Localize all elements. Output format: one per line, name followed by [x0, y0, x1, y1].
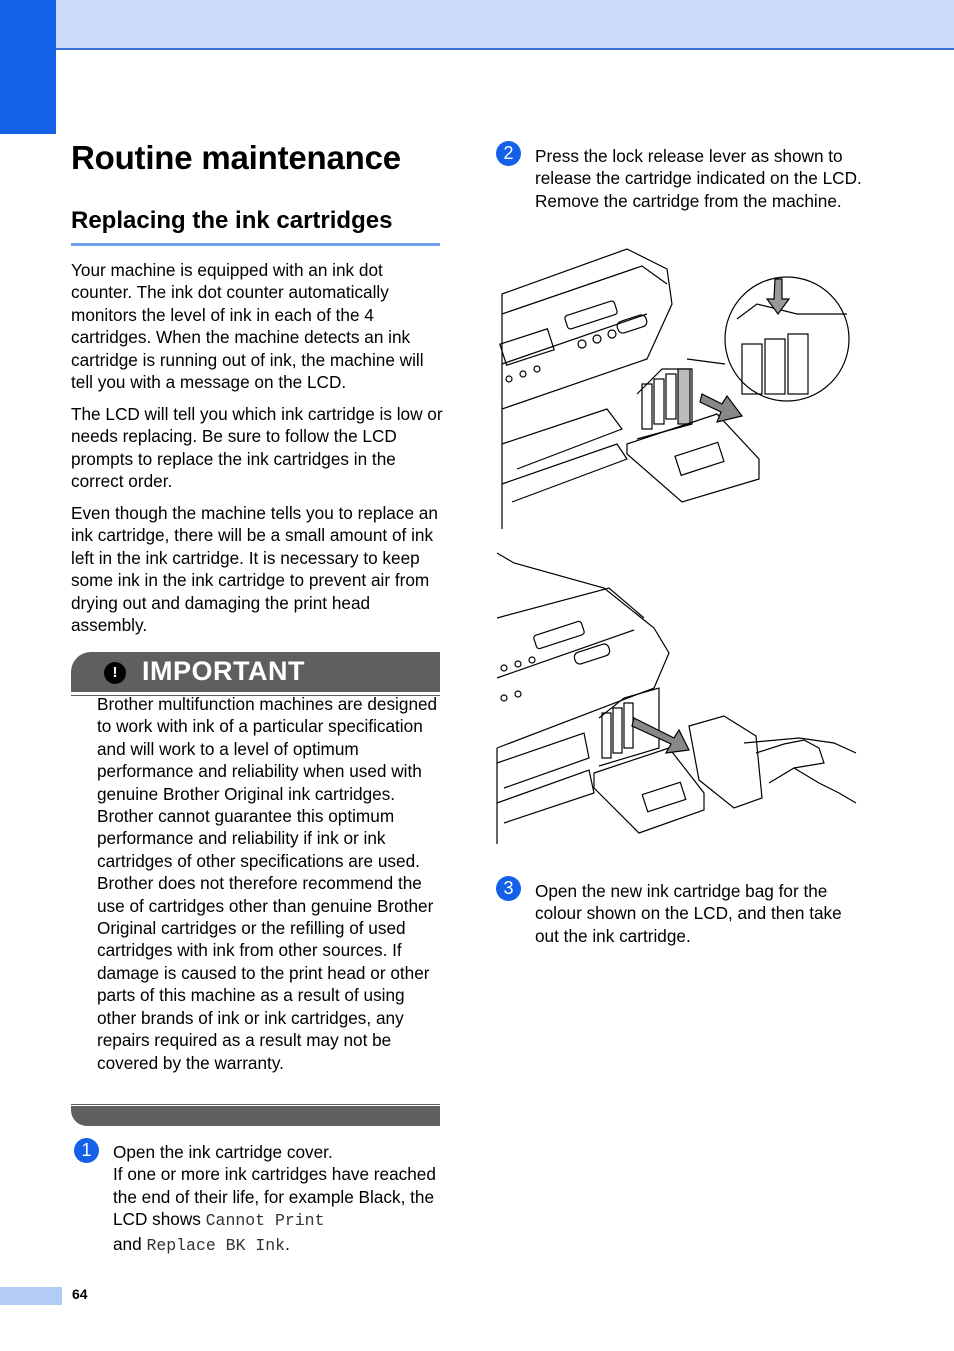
residual-ink-paragraph: Even though the machine tells you to replace an ink cartridge, there will be a small amount of ink left in the ink cartridge. It is necessary to keep some ink in the ink cartridge to prevent air from drying out and damaging the print head assembly. [71, 503, 438, 636]
important-footer [71, 1106, 440, 1126]
header-band [0, 0, 954, 50]
important-body: Brother multifunction machines are designed to work with ink of a particular specification and will work to a level of optimum performance and reliability when used with genuine Brother Original ink cartridges. Brother cannot guarantee this optimum performance and reliability if ink or ink cartridges of other specifications are used. Brother does not therefore recommend the use of cartridges other than genuine Brother Original cartridges or the refilling of used cartridges with ink from other sources. If damage is caused to the print head or other parts of this machine as a result of using other brands of ink or ink cartridges, any repairs required as a result may not be covered by the warranty. [97, 694, 438, 1073]
lcd-paragraph: The LCD will tell you which ink cartridge is low or needs replacing. Be sure to follow the LCD prompts to replace the ink cartridges in the correct order. [71, 404, 443, 492]
step-1-and: and [113, 1233, 147, 1254]
page-number: 64 [72, 1286, 88, 1302]
intro-paragraph: Your machine is equipped with an ink dot counter. The ink dot counter automatically monitors the level of ink in each of the 4 cartridges. When the machine detects an ink cartridge is running out of ink, the machine will tell you with a message on the LCD. [71, 260, 424, 393]
step-1-badge: 1 [74, 1138, 99, 1163]
step-3-text: Open the new ink cartridge bag for the colour shown on the LCD, and then take out the ink cartridge. [535, 881, 842, 946]
step-3-badge: 3 [496, 876, 521, 901]
lcd-message-replace-bk-ink: Replace BK Ink [146, 1235, 286, 1255]
step-1-line2: If one or more ink cartridges have reached the end of their life, for example Black, the LCD shows [113, 1164, 436, 1230]
lcd-message-cannot-print: Cannot Print [205, 1211, 325, 1231]
footer-bar [0, 1287, 62, 1305]
remove-cartridge-illustration [494, 548, 858, 850]
warning-icon: ! [104, 662, 126, 684]
step-2-text: Press the lock release lever as shown to release the cartridge indicated on the LCD. Remove the cartridge from the machine. [535, 146, 862, 211]
lock-release-illustration [497, 244, 857, 534]
chapter-title: Routine maintenance [71, 139, 401, 176]
section-divider [71, 243, 440, 246]
section-title: Replacing the ink cartridges [71, 207, 393, 234]
important-label: IMPORTANT [142, 656, 305, 686]
important-footer-line [71, 1104, 440, 1105]
step-2-badge: 2 [496, 141, 521, 166]
step-1-line1: Open the ink cartridge cover. [113, 1142, 333, 1162]
step-1-text [113, 1141, 443, 1257]
step-1-end: . [285, 1233, 290, 1254]
chapter-tab [0, 0, 56, 134]
